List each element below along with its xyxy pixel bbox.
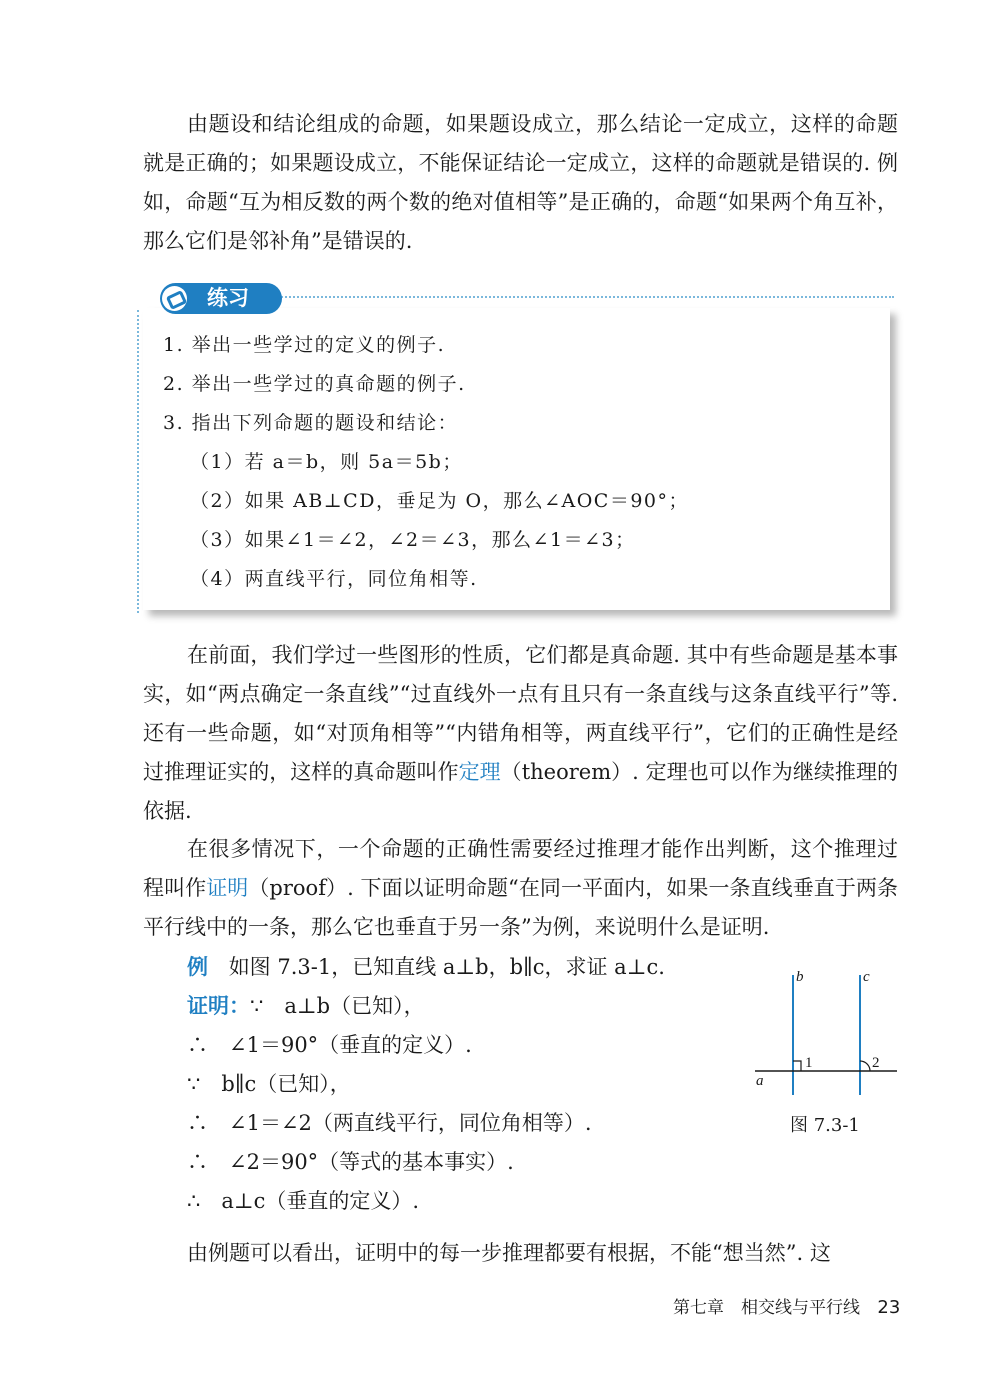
exercise-subitem: （2）如果 AB⊥CD，垂足为 O，那么∠AOC＝90°； (190, 490, 689, 512)
exercise-item: 2. 举出一些学过的真命题的例子. (163, 373, 466, 395)
exercise-item: 3. 指出下列命题的题设和结论： (163, 412, 459, 434)
proof-label: 证明： (187, 994, 250, 1018)
paragraph-text: （theorem）. 定理也可以作为继续推理的依据. (143, 760, 898, 823)
paragraph-proof (143, 830, 898, 947)
label-angle-1: 1 (805, 1055, 813, 1071)
proof-line: ∴ ∠1＝90°（垂直的定义）. (187, 1033, 472, 1057)
paragraph-theorem (143, 636, 898, 831)
label-a: a (756, 1073, 764, 1089)
example-label: 例 (187, 955, 208, 979)
angle-2-arc (860, 1061, 870, 1071)
page-footer (673, 1297, 900, 1319)
paragraph-text: （proof）. 下面以证明命题“在同一平面内，如果一条直线垂直于两条平行线中的一条，那么它也垂直于另一条”为例，来说明什么是证明. (143, 876, 899, 939)
chapter-title: 第七章 相交线与平行线 (673, 1298, 860, 1318)
exercise-left-dotted-border (137, 310, 139, 613)
exercise-header-tab (160, 283, 282, 314)
example-text: 如图 7.3-1，已知直线 a⊥b，b∥c，求证 a⊥c. (228, 955, 665, 979)
proof-line: ∵ b∥c（已知）， (187, 1072, 351, 1096)
exercise-subitem: （4）两直线平行，同位角相等. (190, 568, 478, 590)
exercise-title: 练习 (207, 286, 249, 310)
exercise-subitem: （3）如果∠1＝∠2，∠2＝∠3，那么∠1＝∠3； (190, 529, 636, 551)
label-c: c (863, 969, 870, 985)
proof-line: ∴ a⊥c（垂直的定义）. (187, 1189, 420, 1213)
term-theorem: 定理 (458, 760, 501, 784)
label-angle-2: 2 (872, 1055, 880, 1071)
proof-line (187, 991, 425, 1021)
figure-caption: 图 7.3-1 (790, 1115, 860, 1136)
paragraph-text: 在前面，我们学过一些图形的性质，它们都是真命题. 其中有些命题是基本事实，如“两点确定一条直线”“过直线外一点有且只有一条直线与这条直线平行”等. 还有一些命题，如“对顶角相等”“内错角相等，两直线平行”，它们的正确性是经过推理证实的，这样的真命题叫作 (143, 643, 898, 784)
paragraph-conclusion: 由例题可以看出，证明中的每一步推理都要有根据，不能“想当然”. 这 (187, 1241, 831, 1265)
exercise-top-dotted-border (278, 296, 894, 298)
page-number: 23 (877, 1297, 901, 1318)
paragraph-proposition-truth: 由题设和结论组成的命题，如果题设成立，那么结论一定成立，这样的命题就是正确的；如果题设成立，不能保证结论一定成立，这样的命题就是错误的. 例如，命题“互为相反数的两个数的绝对值相等”是正确的，命题“如果两个角互补，那么它们是邻补角”是错误的. (143, 112, 898, 253)
exercise-item: 1. 举出一些学过的定义的例子. (163, 334, 446, 356)
proof-line: ∴ ∠1＝∠2（两直线平行，同位角相等）. (187, 1111, 592, 1135)
paragraph-text: 在很多情况下，一个命题的正确性需要经过推理才能作出判断，这个推理过程叫作 (143, 837, 898, 900)
example-statement (187, 952, 665, 982)
proof-line: ∴ ∠2＝90°（等式的基本事实）. (187, 1150, 514, 1174)
proof-line-text: ∵ a⊥b（已知）， (250, 994, 425, 1018)
right-angle-mark (793, 1061, 801, 1071)
label-b: b (796, 969, 804, 985)
term-proof: 证明 (206, 876, 249, 900)
figure-perpendicular-parallel-lines (750, 965, 900, 1095)
exercise-subitem: （1）若 a＝b，则 5a＝5b； (190, 451, 463, 473)
pencil-icon (162, 286, 187, 311)
